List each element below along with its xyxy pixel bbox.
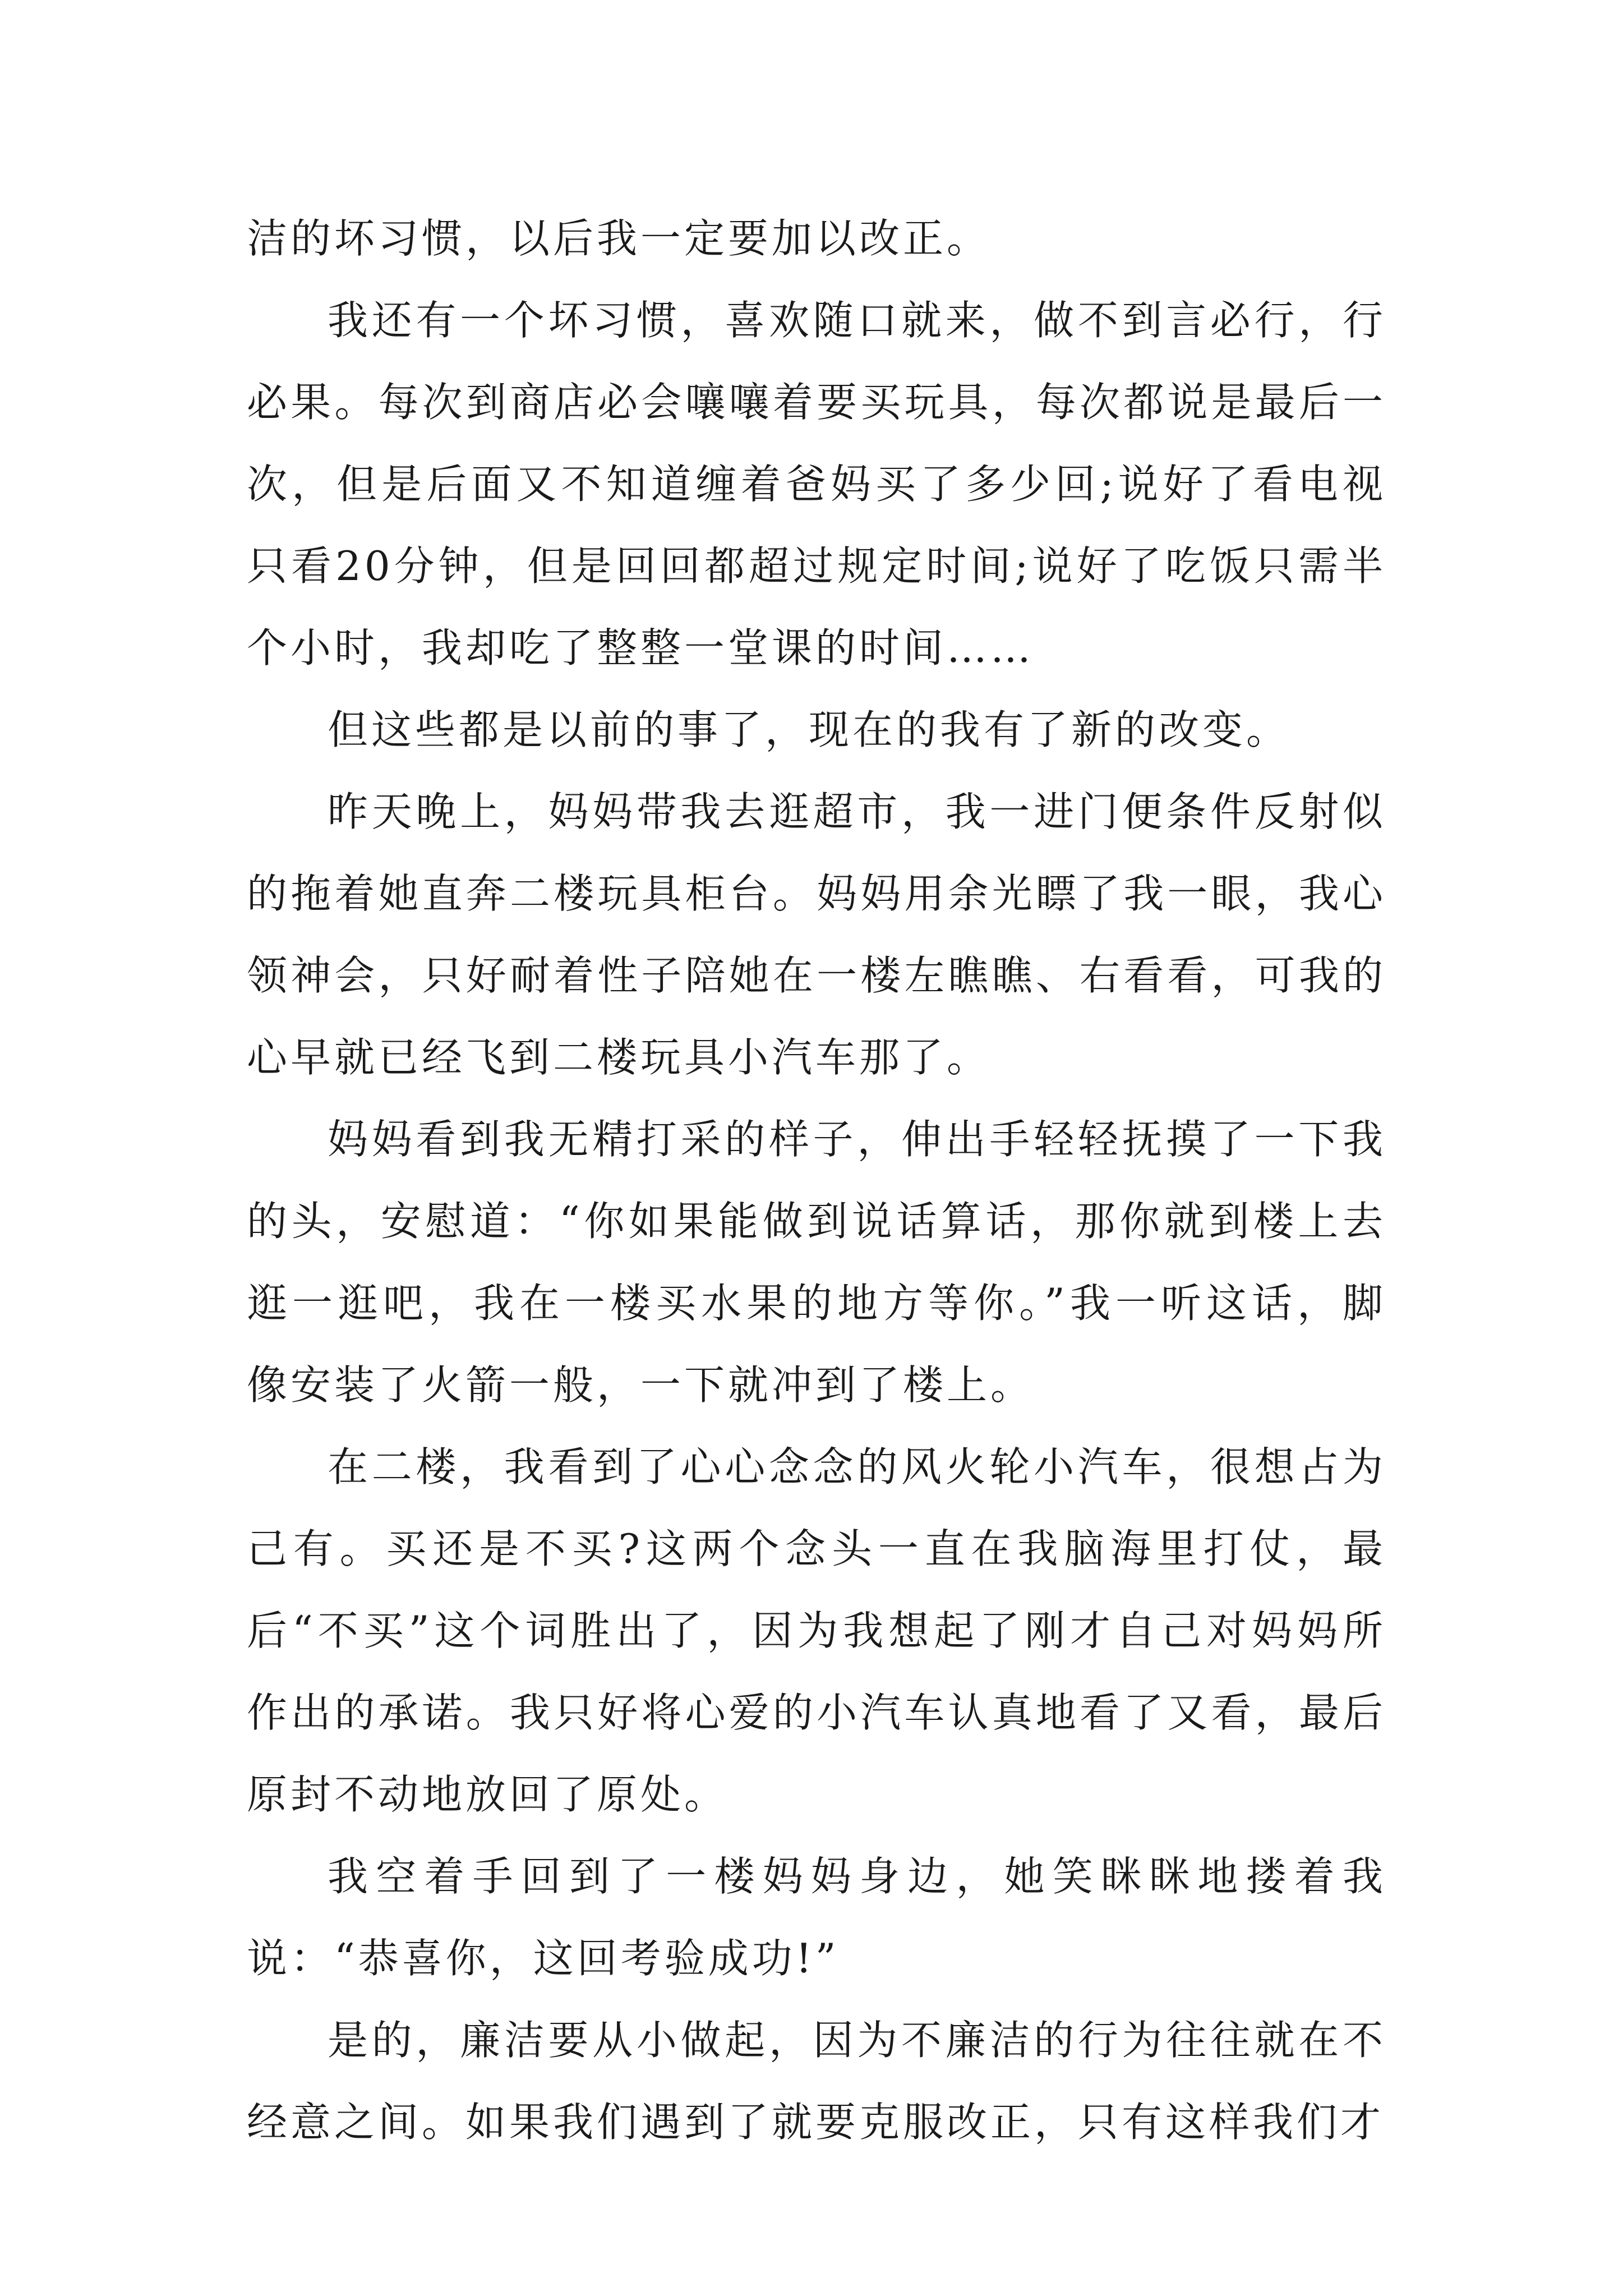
paragraph: 我空着手回到了一楼妈妈身边，她笑眯眯地搂着我说：“恭喜你，这回考验成功!” xyxy=(247,1853,1386,1982)
paragraph: 在二楼，我看到了心心念念的风火轮小汽车，很想占为己有。买还是不买?这两个念头一直在我脑海里打仗，最后“不买”这个词胜出了，因为我想起了刚才自己对妈妈所作出的承诺。我只好将心爱的小汽车认真地看了又看，最后原封不动地放回了原处。 xyxy=(247,1443,1386,1818)
paragraph: 我还有一个坏习惯，喜欢随口就来，做不到言必行，行必果。每次到商店必会嚷嚷着要买玩具，每次都说是最后一次，但是后面又不知道缠着爸妈买了多少回;说好了看电视只看20分钟，但是回回都超过规定时间;说好了吃饭只需半个小时，我却吃了整整一堂课的时间…… xyxy=(247,297,1386,671)
body-text xyxy=(247,197,1386,2163)
paragraph: 是的，廉洁要从小做起，因为不廉洁的行为往往就在不经意之间。如果我们遇到了就要克服改正，只有这样我们才 xyxy=(247,2017,1386,2146)
paragraph: 洁的坏习惯，以后我一定要加以改正。 xyxy=(247,215,991,262)
paragraph: 昨天晚上，妈妈带我去逛超市，我一进门便条件反射似的拖着她直奔二楼玩具柜台。妈妈用余光瞟了我一眼，我心领神会，只好耐着性子陪她在一楼左瞧瞧、右看看，可我的心早就已经飞到二楼玩具小汽车那了。 xyxy=(247,788,1386,1081)
paragraph: 妈妈看到我无精打采的样子，伸出手轻轻抚摸了一下我的头，安慰道：“你如果能做到说话算话，那你就到楼上去逛一逛吧，我在一楼买水果的地方等你。”我一听这话，脚像安装了火箭一般，一下就冲到了楼上。 xyxy=(247,1116,1386,1409)
paragraph: 但这些都是以前的事了，现在的我有了新的改变。 xyxy=(328,706,1290,753)
